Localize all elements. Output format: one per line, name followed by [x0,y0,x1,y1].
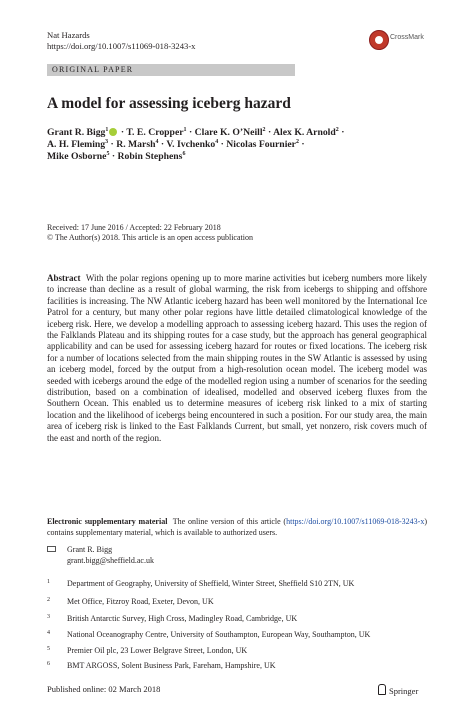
supplementary-before: The online version of this article ( [172,517,287,526]
abstract [47,273,427,444]
orcid-icon[interactable] [109,128,117,136]
author-name[interactable]: A. H. Fleming [47,139,106,150]
author-line-3: Mike Osborne$^5$ · Robin Stephens$^6$ [47,150,186,162]
affiliation-text: BMT ARGOSS, Solent Business Park, Fareham, Hampshire, UK [67,661,276,670]
affiliation-number: 1 [47,579,50,585]
journal-header [47,30,195,52]
affiliation-number: 3 [47,614,50,620]
author-name[interactable]: Clare K. O’Neill [194,127,263,138]
author-name[interactable]: Nicolas Fournier [226,139,296,150]
author-name[interactable]: T. E. Cropper [126,127,184,138]
affiliation-number: 6 [47,661,50,667]
author-affil-ref: 2 [295,138,299,145]
author-name[interactable]: Robin Stephens [117,151,183,162]
author-affil-ref: 3 [105,138,109,145]
publisher-logo [378,684,418,696]
received-accepted: Received: 17 June 2016 / Accepted: 22 February 2018 [47,223,221,232]
author-affil-ref: 6 [182,150,186,157]
affiliation-text: Department of Geography, University of Sheffield, Winter Street, Sheffield S10 2TN, UK [67,579,355,588]
affiliation-number: 4 [47,630,50,636]
author-affil-ref: 5 [106,150,110,157]
journal-doi[interactable]: https://doi.org/10.1007/s11069-018-3243-x [47,41,196,51]
abstract-text: With the polar regions opening up to more marine activities but iceberg numbers more likely to increase than decline as a result of global warming, the risk from icebergs to shipping and offshore facilities is increasing. The NW Atlantic iceberg hazard has been well monitored by the International Ice Patrol for a century, but many other polar regions have little detailed climatological knowledge of the iceberg risk. Here, we develop a modelling approach to assessing iceberg hazard. This uses the region of the Falklands Plateau and its shipping routes for a case study, but the approach has general geographical applicability and can be used for assessing iceberg hazard for routes or fixed locations. The iceberg risk for a number of locations selected from the main shipping routes in the SW Atlantic is assessed by using an iceberg model, forced by the output from a high-resolution ocean model. The iceberg model was seeded with icebergs around the edge of the modelled region using a number of scenarios for the seeding distribution, based on a combination of idealised, modelled and observed iceberg fluxes from the Southern Ocean. This enabled us to determine measures of iceberg risk linked to a mix of starting location and the likelihood of icebergs being encountered in such a position. For our study area, the main area of iceberg risk is linked to the East Falklands Current, but small, yet nonzero, risk covers much of the east and north of the region. [47,273,427,443]
crossmark-badge[interactable] [369,30,429,52]
supplementary-link[interactable]: https://doi.org/10.1007/s11069-018-3243-x [286,517,425,526]
abstract-label: Abstract [47,273,81,283]
affiliation-number: 2 [47,597,50,603]
journal-name: Nat Hazards [47,30,90,40]
author-name[interactable]: R. Marsh [116,139,156,150]
paper-title: A model for assessing iceberg hazard [47,95,291,112]
section-label: ORIGINAL PAPER [52,65,134,74]
author-affil-ref: 4 [155,138,159,145]
author-line-1: Grant R. Bigg$^1$ · T. E. Cropper$^1$ · Clare K. O’Neill$^2$ · Alex K. Arnold$^2$ · [47,126,345,138]
article-dates [47,223,253,243]
affiliation-text: National Oceanography Centre, University of Southampton, European Way, Southampton, UK [67,630,371,639]
contact-name: Grant R. Bigg [67,545,113,554]
affiliation-text: Met Office, Fitzroy Road, Exeter, Devon, UK [67,597,214,606]
author-name[interactable]: Alex K. Arnold [273,127,336,138]
publisher-name: Springer [389,686,419,696]
contact-email[interactable]: grant.bigg@sheffield.ac.uk [67,555,154,565]
author-affil-ref: 1 [105,126,109,133]
author-affil-ref: 2 [262,126,266,133]
crossmark-label: CrossMark [390,34,424,41]
author-affil-ref: 4 [215,138,219,145]
author-line-2: A. H. Fleming$^3$ · R. Marsh$^4$ · V. Ivchenko$^4$ · Nicolas Fournier$^2$ · [47,138,305,150]
crossmark-icon [369,30,389,50]
author-name[interactable]: Grant R. Bigg [47,127,106,138]
author-affil-ref: 2 [335,126,339,133]
published-online: Published online: 02 March 2018 [47,684,161,694]
author-affil-ref: 1 [183,126,187,133]
author-list [47,127,437,163]
springer-horse-icon [378,684,386,695]
affiliation-text: British Antarctic Survey, High Cross, Madingley Road, Cambridge, UK [67,614,298,623]
mail-icon [47,546,56,552]
author-name[interactable]: V. Ivchenko [166,139,216,150]
supplementary-after: ) contains supplementary material, which is available to authorized users. [47,517,427,537]
supplementary-label: Electronic supplementary material [47,517,168,526]
author-name[interactable]: Mike Osborne [47,151,107,162]
supplementary-note [47,517,427,538]
affiliation-text: Premier Oil plc, 23 Lower Belgrave Street, London, UK [67,646,248,655]
copyright-line: © The Author(s) 2018. This article is an open access publication [47,233,253,242]
affiliation-number: 5 [47,646,50,652]
